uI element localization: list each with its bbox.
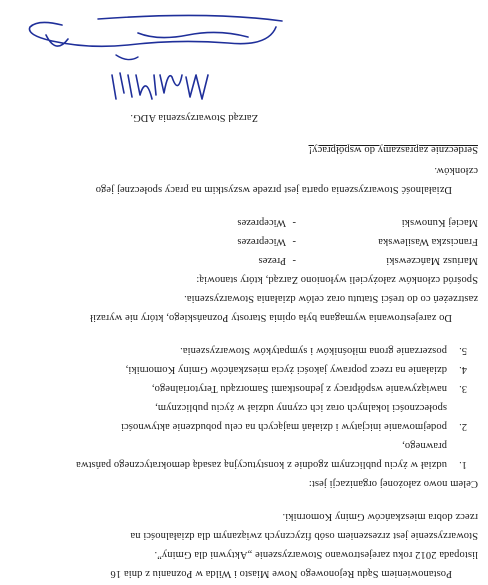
board-member-role: Prezes (258, 255, 286, 266)
board-member-role: Wiceprezes (237, 217, 286, 228)
registration-line-2: zastrzeżeń co do treści Statutu oraz celów działania Stowarzyszenia. (184, 293, 478, 304)
goal-number: 4. (459, 364, 467, 375)
signature-flourish (8, 5, 288, 65)
goal-4-line-1: działanie na rzecz poprawy jakości życia mieszkańców Gminy Komorniki, (125, 364, 447, 375)
intro-line-3: Stowarzyszenie jest zrzeszeniem osób fizycznych związanym dla działalności na (130, 530, 478, 541)
board-dash: - (292, 236, 296, 247)
goal-number: 2. (459, 421, 467, 432)
board-member-name: Maciej Kunowski (401, 217, 478, 228)
founders-heading: Spośród członków założycieli wyłoniono Zarząd, który stanowią: (196, 274, 478, 285)
activity-line-1: Działalność Stowarzyszenia oparta jest przede wszystkim na pracy społecznej jego (95, 184, 452, 195)
board-member-name: Franciszka Wasilewska (378, 236, 478, 247)
goal-number: 5. (459, 345, 467, 356)
goal-2-line-2: społeczności lokalnych oraz ich czynny udział w życiu publicznym, (155, 402, 447, 413)
goal-1-line-1: udział w życiu publicznym zgodnie z konstytucyjną zasadą demokratycznego państwa (76, 459, 447, 470)
board-dash: - (292, 217, 296, 228)
goal-1-line-2: prawnego, (402, 440, 447, 451)
goal-number: 3. (459, 383, 467, 394)
goal-2-line-1: podejmowanie inicjatyw i działań mających na celu pobudzenie aktywności (120, 421, 447, 432)
goal-3-line-1: nawiązywanie współpracy z jednostkami Samorządu Terytorialnego, (151, 383, 447, 394)
goal-5-line-1: poszerzanie grona miłośników i sympatyków Stowarzyszenia. (180, 345, 447, 356)
closing-line: Serdecznie zapraszamy do współpracy! (308, 144, 478, 155)
signature-initials (82, 65, 212, 105)
intro-line-4: rzecz dobra mieszkańców Gminy Komorniki. (282, 511, 478, 522)
intro-line-2: listopada 2012 roku zarejestrowano Stowarzyszenie „Aktywni dla Gminy”. (154, 549, 478, 560)
board-member-name: Mariusz Mańczewski (386, 255, 478, 266)
board-member-role: Wiceprezes (237, 236, 286, 247)
goal-number: 1. (459, 459, 467, 470)
goals-heading: Celem nowo założonej organizacji jest: (308, 478, 478, 489)
activity-line-2: członków. (434, 165, 478, 176)
board-dash: - (292, 255, 296, 266)
signature-caption: Zarząd Stowarzyszenia ADG. (130, 112, 258, 123)
registration-line-1: Do zarejestrowania wymagana była opinia Starosty Poznańskiego, który nie wyraził (90, 312, 452, 323)
intro-line-1: Postanowieniem Sądu Rejonowego Nowe Miasto i Wilda w Poznaniu z dnia 16 (110, 568, 452, 579)
